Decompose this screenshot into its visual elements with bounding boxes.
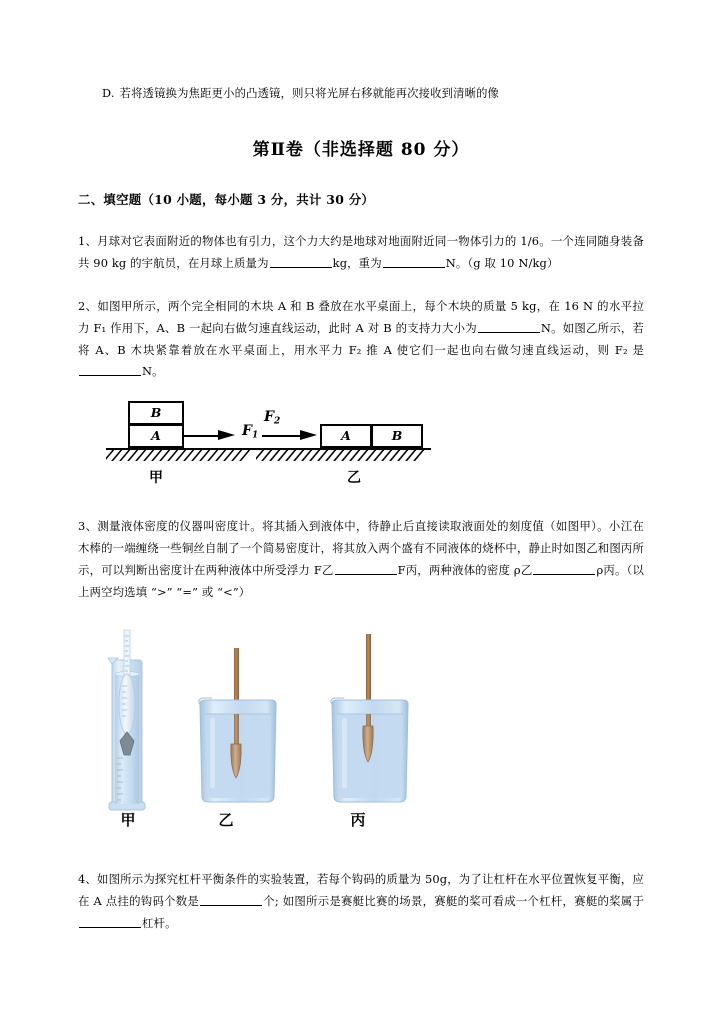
figure-blocks-friction bbox=[78, 395, 644, 495]
question-2-number: 2、 bbox=[78, 298, 98, 313]
graduated-cylinder-assembly bbox=[100, 628, 160, 822]
question-1-blank-2[interactable] bbox=[383, 256, 445, 268]
question-2-segment-1: 如图甲所示，两个完全相同的木块 A 和 B 叠放在水平桌面上，每个木块的质量 5 kg，在 16 N 的水平拉力 F₁ 作用下，A、B 一起向右做匀速直线运动，此时 A 对 B 的支持力大小为 bbox=[78, 298, 644, 335]
option-d-line bbox=[78, 86, 644, 103]
question-4-number: 4、 bbox=[78, 871, 98, 886]
question-4-segment-2: 个; 如图所示是赛艇比赛的场景，赛艇的桨可看成一个杠杆，赛艇的桨属于 bbox=[263, 893, 644, 908]
option-d-tag: D. bbox=[102, 87, 115, 100]
figure2-caption-yi: 乙 bbox=[218, 810, 234, 829]
question-2-segment-3: N。 bbox=[142, 364, 164, 379]
figure-caption-jia: 甲 bbox=[149, 470, 163, 487]
beaker-svg-bing bbox=[320, 626, 420, 816]
force-label-f1 bbox=[242, 423, 258, 441]
graduated-cylinder-svg bbox=[100, 628, 160, 818]
beaker-svg-yi bbox=[188, 626, 288, 816]
question-4-blank-1[interactable] bbox=[200, 894, 262, 906]
question-2-blank-2[interactable] bbox=[79, 365, 141, 377]
page-content bbox=[78, 0, 644, 935]
question-3-blank-1[interactable] bbox=[335, 563, 397, 575]
figure2-caption-jia: 甲 bbox=[120, 810, 136, 829]
force-label-f2-letter: F bbox=[264, 409, 274, 426]
block-b-top: B bbox=[128, 401, 184, 425]
question-4 bbox=[78, 869, 644, 935]
beaker-assembly-bing bbox=[320, 626, 420, 820]
question-1 bbox=[78, 231, 644, 275]
ground-hatching-jia bbox=[106, 450, 256, 461]
option-d-text: 若将透镜换为焦距更小的凸透镜，则只将光屏右移就能再次接收到清晰的像 bbox=[119, 87, 500, 100]
block-b-right: B bbox=[371, 424, 423, 448]
question-1-number: 1、 bbox=[78, 233, 98, 248]
question-1-blank-1[interactable] bbox=[270, 256, 332, 268]
figure2-caption-bing: 丙 bbox=[350, 810, 366, 829]
beaker-assembly-yi bbox=[188, 626, 288, 820]
force-arrow-head-f1 bbox=[218, 430, 235, 440]
question-1-segment-1: 月球对它表面附近的物体也有引力，这个力大约是地球对地面附近同一物体引力的 1/6。一个连同随身装备共 90 kg 的宇航员，在月球上质量为 bbox=[78, 233, 644, 270]
force-label-f2 bbox=[264, 409, 280, 427]
figure-caption-yi: 乙 bbox=[347, 470, 361, 487]
question-3-segment-1: 测量液体密度的仪器叫密度计。将其插入到液体中，待静止后直接读取液面处的刻度值（如图甲）。小江在木棒的一端缠绕一些铜丝自制了一个简易密度计，将其放入两个盛有不同液体的烧杯中，静止时如图乙和图丙所示，可以判断出密度计在两种液体中所受浮力 F乙 bbox=[78, 519, 644, 578]
figure-hydrometers bbox=[78, 626, 644, 841]
question-3 bbox=[78, 516, 644, 604]
force-label-f1-letter: F bbox=[242, 423, 252, 440]
question-4-segment-3: 杠杆。 bbox=[142, 915, 177, 930]
part-heading: 二、填空题（10 小题，每小题 3 分，共计 30 分） bbox=[78, 191, 375, 207]
question-2-blank-1[interactable] bbox=[478, 321, 540, 333]
block-a-bottom: A bbox=[128, 424, 184, 448]
question-4-blank-2[interactable] bbox=[79, 916, 141, 928]
force-label-f1-subscript: 1 bbox=[251, 430, 259, 441]
question-1-segment-2: kg，重为 bbox=[332, 255, 382, 270]
question-4-segment-1: 如图所示为探究杠杆平衡条件的实验装置，若每个钩码的质量为 50g，为了让杠杆在水平位置恢复平衡，应在 A 点挂的钩码个数是 bbox=[78, 871, 644, 908]
ground-hatching-yi bbox=[256, 450, 431, 461]
question-2 bbox=[78, 296, 644, 384]
force-arrow-head-f2 bbox=[300, 430, 317, 440]
question-3-blank-2[interactable] bbox=[533, 563, 595, 575]
question-3-segment-3: ρ丙。（以上两空均选填 “>” “=” 或 “<”） bbox=[78, 563, 645, 599]
force-label-f2-subscript: 2 bbox=[273, 416, 281, 427]
question-3-number: 3、 bbox=[78, 519, 98, 534]
block-a-left: A bbox=[320, 424, 372, 448]
section-title: 第Ⅱ卷（非选择题 80 分） bbox=[252, 139, 470, 160]
question-2-segment-2: N。如图乙所示，若将 A、B 木块紧靠着放在水平桌面上，用水平力 F₂ 推 A 使它们一起也向右做匀速直线运动，则 F₂ 是 bbox=[78, 320, 644, 357]
question-1-segment-3: N。（g 取 10 N/kg） bbox=[445, 255, 559, 270]
question-3-segment-2: F丙，两种液体的密度 ρ乙 bbox=[397, 563, 533, 578]
